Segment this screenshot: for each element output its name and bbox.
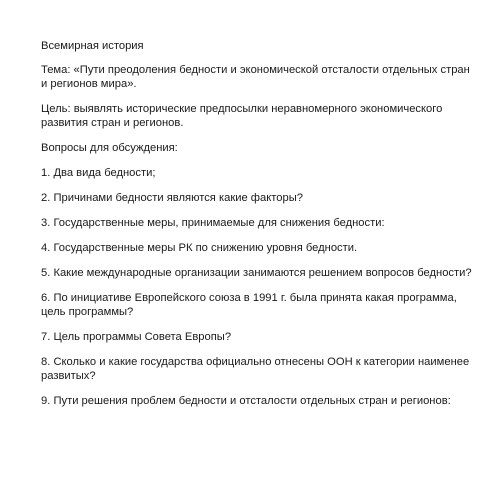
question-text: 5. Какие международные организации занимаются решением вопросов бедности? — [41, 267, 472, 279]
question-item-3 — [41, 216, 486, 230]
question-text: 9. Пути решения проблем бедности и отсталости отдельных стран и регионов: — [41, 395, 451, 407]
question-item-7 — [41, 330, 486, 344]
topic-paragraph — [41, 63, 486, 91]
question-item-6 — [41, 291, 486, 319]
questions-heading: Вопросы для обсуждения: — [41, 142, 178, 154]
question-text-continued: развитых? — [41, 370, 96, 382]
goal-paragraph — [41, 102, 486, 130]
question-item-9 — [41, 394, 486, 408]
question-text: 3. Государственные меры, принимаемые для снижения бедности: — [41, 217, 385, 229]
question-text: 1. Два вида бедности; — [41, 167, 156, 179]
question-text-continued: цель программы? — [41, 306, 134, 318]
question-item-8 — [41, 355, 486, 383]
document-heading: Всемирная история — [41, 40, 144, 52]
question-text: 8. Сколько и какие государства официально отнесены ООН к категории наименее — [41, 356, 470, 368]
goal-line-1: Цель: выявлять исторические предпосылки неравномерного экономического — [41, 103, 443, 115]
question-item-5 — [41, 266, 486, 280]
goal-line-2: развития стран и регионов. — [41, 117, 184, 129]
question-item-4 — [41, 241, 486, 255]
question-text: 7. Цель программы Совета Европы? — [41, 331, 232, 343]
document-body — [41, 39, 486, 419]
question-text: 6. По инициативе Европейского союза в 1991 г. была принята какая программа, — [41, 292, 457, 304]
topic-line-1: Тема: «Пути преодоления бедности и экономической отсталости отдельных стран — [41, 64, 470, 76]
topic-line-2: и регионов мира». — [41, 78, 137, 90]
question-text: 2. Причинами бедности являются какие факторы? — [41, 192, 303, 204]
question-item-2 — [41, 191, 486, 205]
question-item-1 — [41, 166, 486, 180]
question-text: 4. Государственные меры РК по снижению уровня бедности. — [41, 242, 358, 254]
